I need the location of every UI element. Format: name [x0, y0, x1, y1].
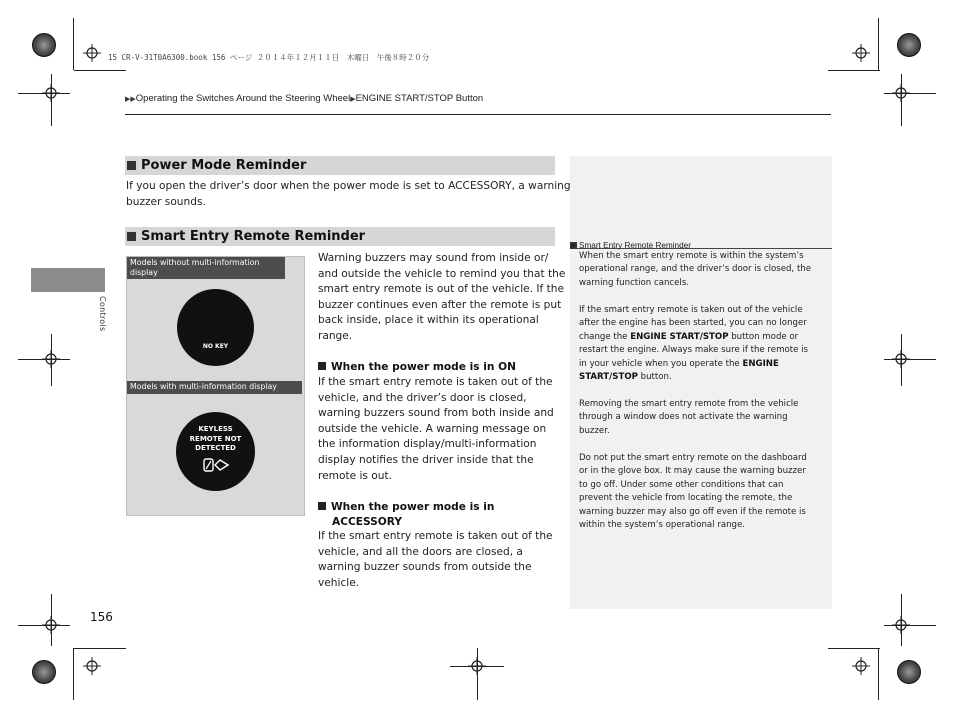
section-square-icon: [127, 161, 136, 170]
registration-mark-icon: [83, 44, 101, 62]
section-heading-smart-entry: Smart Entry Remote Reminder: [125, 227, 555, 246]
figure-label-without-mid: Models without multi-information display: [127, 257, 285, 279]
note-paragraph-4: Do not put the smart entry remote on the dashboard or in the glove box. It may cause the warning buzzer to go off. Under some other conditions that can prevent the vehicle from locating the remote, the warning buzzer may also go off even if the remote is within the system’s operational range.: [579, 453, 807, 531]
breadcrumb-arrow-icon: ▶▶: [125, 96, 136, 103]
color-target-top-right: [897, 33, 921, 57]
engine-term: ENGINE: [742, 358, 779, 369]
registration-mark-icon: [83, 657, 101, 675]
breadcrumb-item-page[interactable]: ENGINE START/STOP Button: [355, 93, 484, 104]
note-paragraph-1: When the smart entry remote is within the system’s operational range, and the driver’s door is closed, the warning function cancels.: [579, 251, 812, 288]
subheading-square-icon: [318, 502, 326, 510]
section-square-icon: [127, 232, 136, 241]
breadcrumb: [125, 93, 483, 104]
page-number: 156: [90, 610, 113, 624]
keyless-remote-display: [176, 412, 255, 491]
registration-mark-icon: [892, 84, 910, 102]
color-target-top-left: [32, 33, 56, 57]
side-tab-label: Controls: [98, 296, 107, 332]
engine-start-stop-term: ENGINE START/STOP: [630, 331, 729, 342]
note-title: Smart Entry Remote Reminder: [579, 241, 691, 250]
section-heading-power-mode: Power Mode Reminder: [125, 156, 555, 175]
side-tab-marker: [31, 268, 105, 292]
key-warning-icon: [203, 458, 229, 472]
registration-mark-icon: [852, 657, 870, 675]
breadcrumb-arrow-icon: ▶: [350, 96, 356, 103]
registration-mark-icon: [892, 616, 910, 634]
color-target-bottom-right: [897, 660, 921, 684]
subheading-power-accessory: When the power mode is in ACCESSORY: [318, 500, 494, 530]
note-paragraph-3: Removing the smart entry remote from the vehicle through a window does not activate the warning buzzer.: [579, 399, 799, 436]
note-reference-icon: ▸: [571, 241, 576, 250]
note-header: [570, 233, 832, 249]
subheading-power-on: When the power mode is in ON: [318, 360, 516, 375]
registration-mark-icon: [42, 84, 60, 102]
power-mode-body: If you open the driver’s door when the power mode is set to ACCESSORY, a warning buzzer sounds.: [126, 180, 571, 208]
subheading-square-icon: [318, 362, 326, 370]
smart-entry-intro: Warning buzzers may sound from inside or/ and outside the vehicle to remind you that the smart entry remote is out of the vehicle. If the buzzer continues even after the remote is put back inside, place it within its operational range.: [318, 252, 566, 342]
breadcrumb-item-section[interactable]: Operating the Switches Around the Steering Wheel: [135, 93, 351, 104]
figure-label-with-mid: Models with multi-information display: [127, 381, 302, 394]
print-header: 15 CR-V-31T0A6300.book 156 ページ ２０１４年１２月１１日 木曜日 午後８時２０分: [108, 53, 430, 62]
keyless-remote-text: KEYLESS REMOTE NOT DETECTED: [189, 425, 242, 453]
power-accessory-body: If the smart entry remote is taken out of the vehicle, and all the doors are closed, a warning buzzer sounds from outside the vehicle.: [318, 530, 553, 589]
power-on-body: If the smart entry remote is taken out of the vehicle, and the driver’s door is closed, warning buzzers sound from both inside and outside the vehicle. A warning message on the information display/multi-information display notifies the driver inside that the remote is out.: [318, 376, 554, 482]
note-paragraph-2: If the smart entry remote is taken out of the vehicle after the engine has been started, you can no longer change the ENGINE START/STOP button mode or restart the engine. Always make sure if the remote is in your vehicle when you operate the ENGINE START/STOP button.: [579, 305, 808, 383]
no-key-display: [177, 289, 254, 366]
registration-mark-icon: [852, 44, 870, 62]
registration-mark-icon: [42, 616, 60, 634]
no-key-text: NO KEY: [202, 343, 229, 350]
header-rule: [125, 114, 831, 115]
color-target-bottom-left: [32, 660, 56, 684]
start-stop-term: START/STOP: [579, 372, 638, 383]
